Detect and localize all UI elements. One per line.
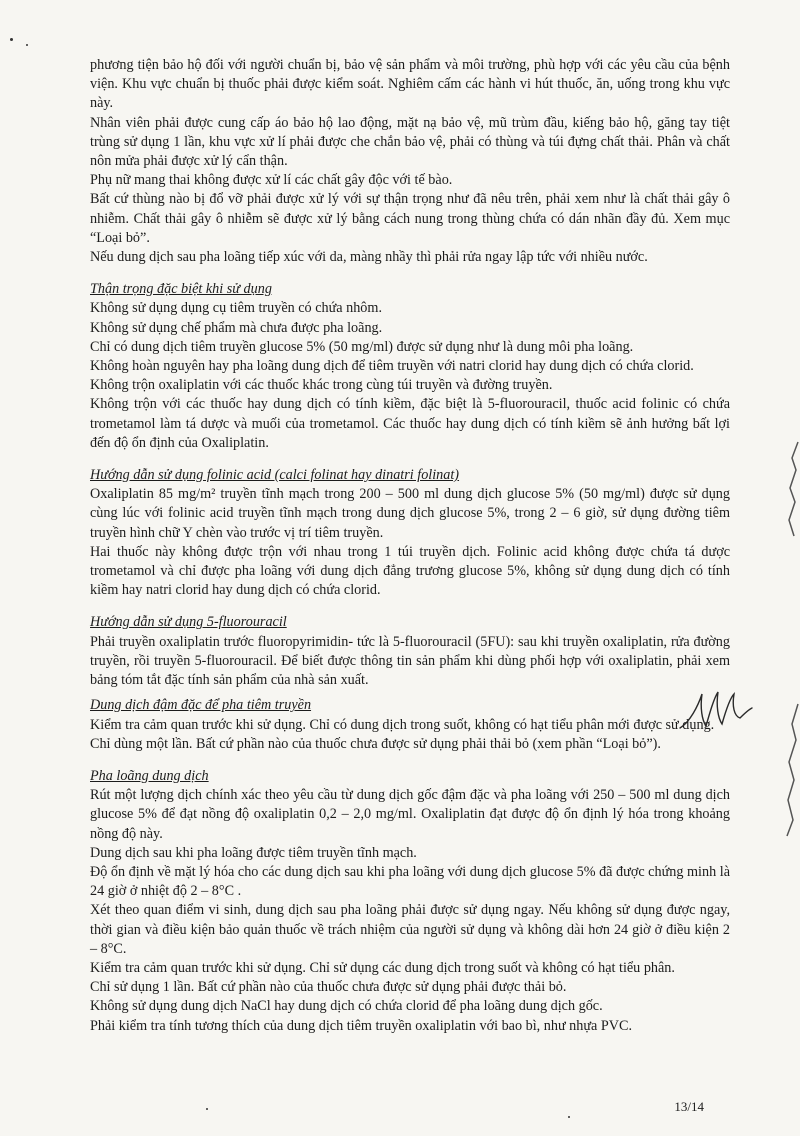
paragraph: Bất cứ thùng nào bị đổ vỡ phải được xử lý với sự thận trọng như đã nêu trên, phải xem như là chất thải gây ô nhiễm. Chất thải gây ô nhiễm sẽ được xử lý bằng cách nung trong thùng chứa có dán nhãn đầy đủ. Xem mục “Loại bỏ”. [90,191,730,246]
paragraph: Không sử dụng dụng cụ tiêm truyền có chứa nhôm. [90,300,382,317]
page-number: 13/14 [674,1099,704,1114]
section-heading: Hướng dẫn sử dụng folinic acid (calci folinat hay dinatri folinat) [90,467,460,484]
paragraph: Rút một lượng dịch chính xác theo yêu cầu từ dung dịch gốc đậm đặc và pha loãng với 250 – 500 ml dung dịch glucose 5% để đạt nồng độ oxaliplatin 0,2 – 2,0 mg/ml. Oxaliplatin đạt được độ ổn định lý hóa trong khoảng nồng độ này. [90,787,730,842]
document-body [90,56,730,1036]
scan-speck [10,38,13,41]
paragraph: Chỉ sử dụng 1 lần. Bất cứ phần nào của thuốc chưa được sử dụng phải được thải bỏ. [90,979,567,996]
paragraph: phương tiện bảo hộ đối với người chuẩn bị, bảo vệ sản phẩm và môi trường, phù hợp với các yêu cầu của bệnh viện. Khu vực chuẩn bị thuốc phải được kiểm soát. Nghiêm cấm các hành vi hút thuốc, ăn, uống trong khu vực này. [90,57,730,112]
paragraph: Nếu dung dịch sau pha loãng tiếp xúc với da, màng nhầy thì phải rửa ngay lập tức với nhiều nước. [90,249,648,266]
paragraph: Không sử dụng dung dịch NaCl hay dung dịch có chứa clorid để pha loãng dung dịch gốc. [90,998,603,1015]
paragraph: Kiểm tra cảm quan trước khi sử dụng. Chỉ sử dụng các dung dịch trong suốt và không có hạt tiểu phân. [90,959,675,976]
paragraph: Xét theo quan điểm vi sinh, dung dịch sau pha loãng phải được sử dụng ngay. Nếu không sử dụng được ngay, thời gian và điều kiện bảo quản thuốc về trách nhiệm của người sử dụng và không dài hơn 24 giờ ở điều kiện 2 – 8°C. [90,902,730,957]
paragraph: Độ ổn định về mặt lý hóa cho các dung dịch sau khi pha loãng với dung dịch glucose 5% đã được chứng minh là 24 giờ ở nhiệt độ 2 – 8°C . [90,863,730,900]
section-heading: Pha loãng dung dịch [90,767,209,784]
paragraph: Dung dịch sau khi pha loãng được tiêm truyền tĩnh mạch. [90,844,417,861]
paragraph: Oxaliplatin 85 mg/m² truyền tĩnh mạch trong 200 – 500 ml dung dịch glucose 5% (50 mg/ml) được sử dụng cùng lúc với folinic acid truyền tĩnh mạch trong dung dịch glucose 5%, trong 2 – 6 giờ, sử dụng đường tiêm truyền hình chữ Y chèn vào trước vị trí tiêm truyền. [90,486,730,541]
paragraph: Chỉ dùng một lần. Bất cứ phần nào của thuốc chưa được sử dụng phải thải bỏ (xem phần “Loại bỏ”). [90,735,661,752]
scan-speck [568,1116,570,1118]
paragraph: Nhân viên phải được cung cấp áo bảo hộ lao động, mặt nạ bảo vệ, mũ trùm đầu, kiếng bảo hộ, găng tay tiệt trùng sử dụng 1 lần, khu vực xử lí phải được che chắn bảo vệ, phải có thùng và túi đựng chất thải. Phân và chất nôn mửa phải được xử lý cẩn thận. [90,114,730,170]
section-heading: Dung dịch đậm đặc để pha tiêm truyền [90,697,312,714]
paragraph: Kiểm tra cảm quan trước khi sử dụng. Chỉ có dung dịch trong suốt, không có hạt tiểu phân mới được sử dụng. [90,716,715,733]
paragraph: Phụ nữ mang thai không được xử lí các chất gây độc với tế bào. [90,172,453,189]
section-heading: Hướng dẫn sử dụng 5-fluorouracil [90,614,287,631]
paragraph: Phải kiểm tra tính tương thích của dung dịch tiêm truyền oxaliplatin với bao bì, như nhựa PVC. [90,1017,633,1034]
paragraph: Không trộn oxaliplatin với các thuốc khác trong cùng túi truyền và đường truyền. [90,377,553,394]
scan-speck [206,1108,208,1110]
scan-edge-mark [784,700,800,840]
scan-speck [26,44,28,46]
paragraph: Không sử dụng chế phẩm mà chưa được pha loãng. [90,319,383,336]
paragraph: Hai thuốc này không được trộn với nhau trong 1 túi truyền dịch. Folinic acid không được chứa tá dược trometamol và chỉ được pha loãng với dung dịch đẳng trương glucose 5%, không sử dụng dung dịch có tính kiềm hay natri clorid hay dung dịch có chứa clorid. [90,543,730,599]
paragraph: Không hoàn nguyên hay pha loãng dung dịch để tiêm truyền với natri clorid hay dung dịch có chứa clorid. [90,358,694,375]
paragraph: Không trộn với các thuốc hay dung dịch có tính kiềm, đặc biệt là 5-fluorouracil, thuốc acid folinic có chứa trometamol làm tá dược và muối của trometamol. Các thuốc hay dung dịch có tính kiềm sẽ ảnh hưởng bất lợi đến độ ổn định của Oxaliplatin. [90,396,730,451]
signature-mark [676,688,756,734]
scan-edge-mark [786,440,800,540]
paragraph: Phải truyền oxaliplatin trước fluoropyrimidin- tức là 5-fluorouracil (5FU): sau khi truyền oxaliplatin, rửa đường truyền, rồi truyền 5-fluorouracil. Để biết được thông tin sản phẩm khi dùng phối hợp với oxaliplatin, phải xem bảng tóm tắt đặc tính sản phẩm của nhà sản xuất. [90,633,730,689]
section-heading: Thận trọng đặc biệt khi sử dụng [90,281,272,298]
paragraph: Chỉ có dung dịch tiêm truyền glucose 5% (50 mg/ml) được sử dụng như là dung môi pha loãng. [90,338,634,355]
